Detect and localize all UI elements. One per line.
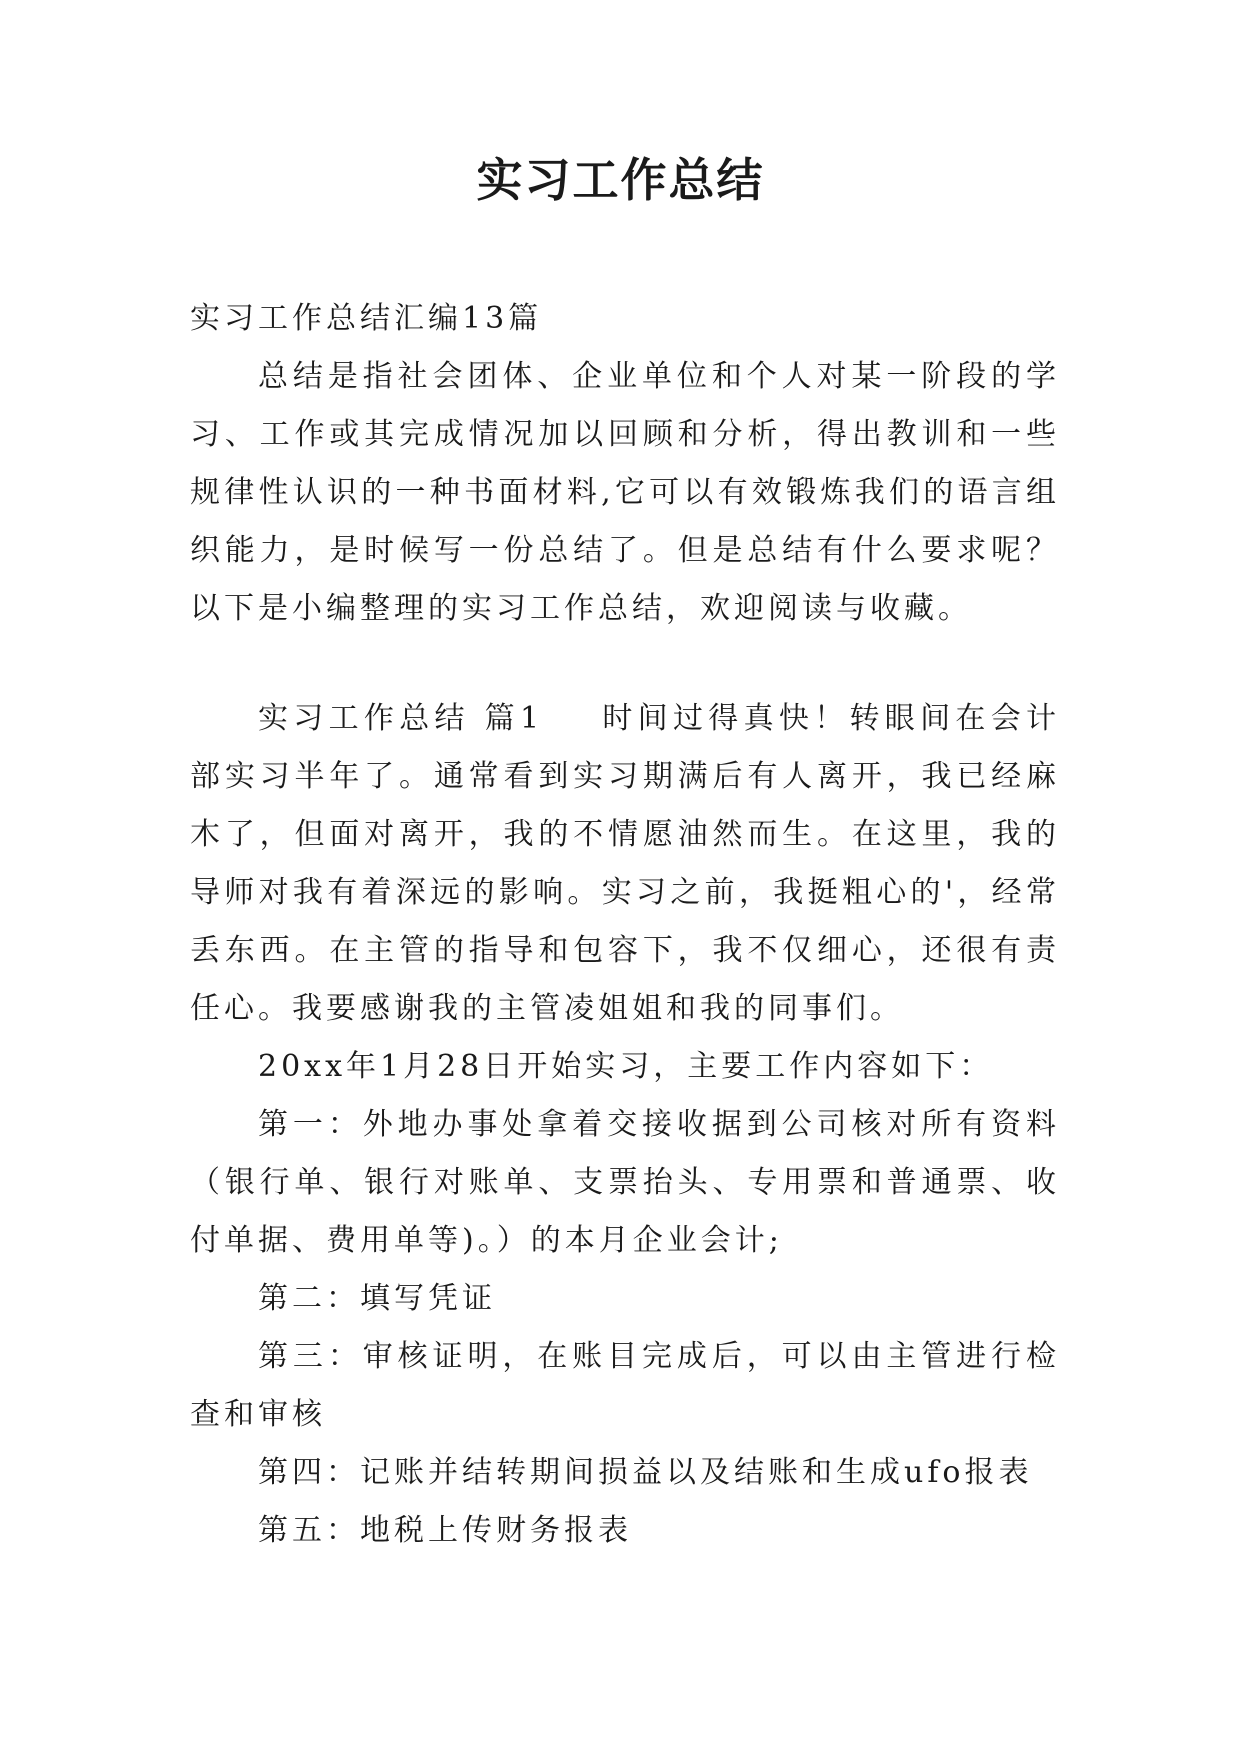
document-subtitle: 实习工作总结汇编13篇 — [190, 301, 543, 336]
section-1-first-paragraph — [190, 690, 1060, 1038]
paragraph-task-2: 第二：填写凭证 — [258, 1281, 496, 1316]
document-body — [190, 290, 1060, 1560]
paragraph-start-date: 20xx年1月28日开始实习，主要工作内容如下： — [258, 1049, 994, 1084]
section-1-opening-text: 时间过得真快！转眼间在会计部实习半年了。通常看到实习期满后有人离开，我已经麻木了，但面对离开，我的不情愿油然而生。在这里，我的导师对我有着深远的影响。实习之前，我挺粗心的'，经常丢东西。在主管的指导和包容下，我不仅细心，还很有责任心。我要感谢我的主管凌姐姐和我的同事们。 — [190, 701, 1061, 1026]
section-gap — [190, 638, 1060, 690]
paragraph-task-4: 第四：记账并结转期间损益以及结账和生成ufo报表 — [258, 1455, 1033, 1490]
paragraph-task-5: 第五：地税上传财务报表 — [258, 1513, 632, 1548]
intro-paragraph: 总结是指社会团体、企业单位和个人对某一阶段的学习、工作或其完成情况加以回顾和分析，得出教训和一些规律性认识的一种书面材料,它可以有效锻炼我们的语言组织能力，是时候写一份总结了。但是总结有什么要求呢？以下是小编整理的实习工作总结，欢迎阅读与收藏。 — [190, 359, 1060, 626]
section-1-heading: 实习工作总结 篇1 — [258, 701, 544, 736]
document-title: 实习工作总结 — [476, 153, 765, 207]
paragraph-task-1: 第一：外地办事处拿着交接收据到公司核对所有资料（银行单、银行对账单、支票抬头、专用票和普通票、收付单据、费用单等)。）的本月企业会计; — [190, 1107, 1060, 1258]
paragraph-task-3: 第三：审核证明，在账目完成后，可以由主管进行检查和审核 — [190, 1339, 1060, 1432]
